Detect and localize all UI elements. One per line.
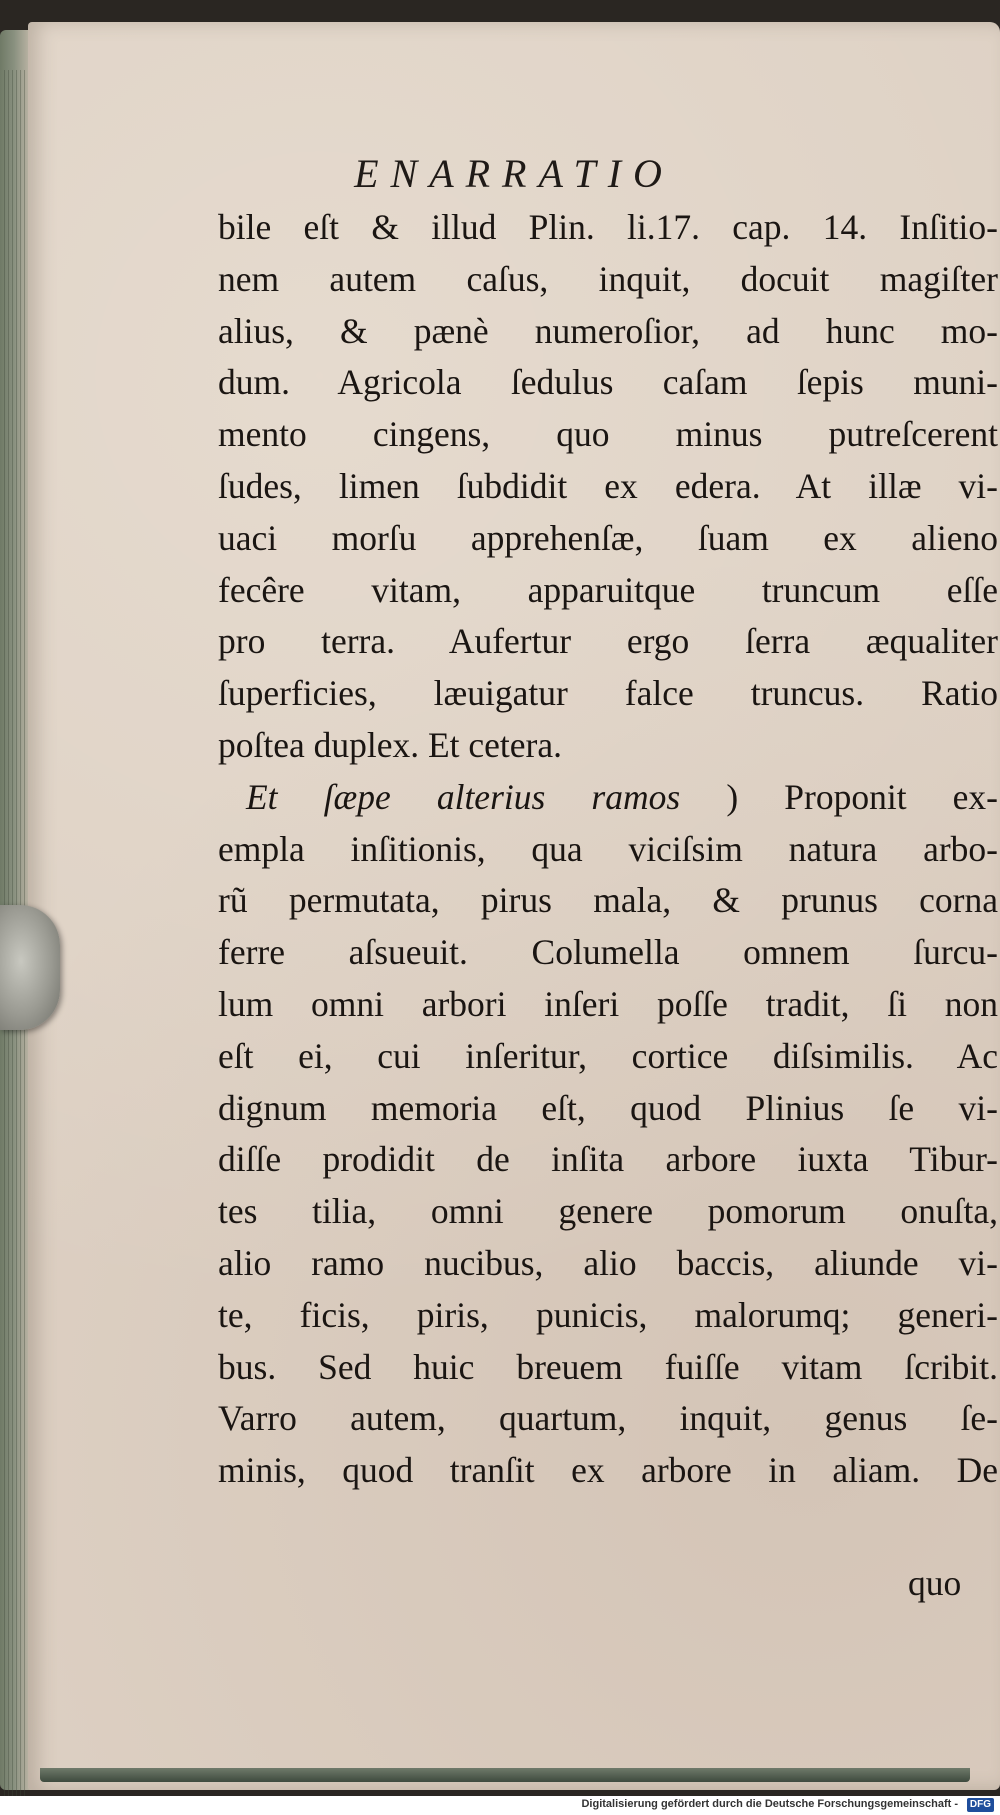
text-line: mento cingens, quo minus putreſcerent	[218, 414, 998, 455]
book-clasp	[0, 905, 60, 1030]
catchword: quo	[908, 1563, 962, 1603]
page-header: ENARRATIO	[354, 151, 674, 196]
text-line-lemma	[218, 772, 998, 824]
text-line: tes tilia, omni genere pomorum onuſta,	[218, 1191, 998, 1232]
text-line: pro terra. Aufertur ergo ſerra æqualiter	[218, 621, 998, 662]
text-line: empla inſitionis, qua viciſsim natura arbo-	[218, 828, 998, 869]
page-bottom-edge	[40, 1768, 970, 1782]
lemma-italic: Et ſæpe alterius ramos	[246, 776, 681, 817]
text-line: ſuperficies, læuigatur falce truncus. Ratio	[218, 673, 998, 714]
text-line: bile eſt & illud Plin. li.17. cap. 14. Inſitio-	[218, 207, 998, 247]
text-line: minis, quod tranſit ex arbore in aliam. De	[218, 1450, 998, 1491]
digitization-credit: Digitalisierung gefördert durch die Deutsche Forschungsgemeinschaft -	[581, 1798, 958, 1810]
text-line: te, ficis, piris, punicis, malorumq; generi-	[218, 1294, 998, 1335]
text-line: dum. Agricola ſedulus caſam ſepis muni-	[218, 362, 998, 403]
text-line: poſtea duplex. Et cetera.	[218, 724, 562, 765]
text-line: Varro autem, quartum, inquit, genus ſe-	[218, 1398, 998, 1439]
text-line: fecêre vitam, apparuitque truncum eſſe	[218, 569, 998, 610]
text-line: alio ramo nucibus, alio baccis, aliunde vi-	[218, 1242, 998, 1283]
text-line: ferre aſsueuit. Columella omnem ſurcu-	[218, 932, 998, 973]
text-line: uaci morſu apprehenſæ, ſuam ex alieno	[218, 517, 998, 558]
text-line: alius, & pænè numeroſior, ad hunc mo-	[218, 310, 998, 351]
dfg-logo: DFG	[967, 1798, 994, 1812]
body-text	[218, 202, 998, 1497]
text-line: ſudes, limen ſubdidit ex edera. At illæ vi-	[218, 465, 998, 506]
text-line: rũ permutata, pirus mala, & prunus corna	[218, 880, 998, 921]
text-line: lum omni arbori inſeri poſſe tradit, ſi non	[218, 983, 998, 1024]
text-line: diſſe prodidit de inſita arbore iuxta Tibur-	[218, 1139, 998, 1180]
text-line: nem autem caſus, inquit, docuit magiſter	[218, 258, 998, 299]
text-line: dignum memoria eſt, quod Plinius ſe vi-	[218, 1087, 998, 1128]
book-page	[28, 22, 1000, 1790]
lemma-rest: ) Proponit ex-	[726, 776, 999, 817]
text-line: eſt ei, cui inſeritur, cortice diſsimilis. Ac	[218, 1035, 998, 1076]
text-line: bus. Sed huic breuem fuiſſe vitam ſcribit.	[218, 1346, 998, 1387]
